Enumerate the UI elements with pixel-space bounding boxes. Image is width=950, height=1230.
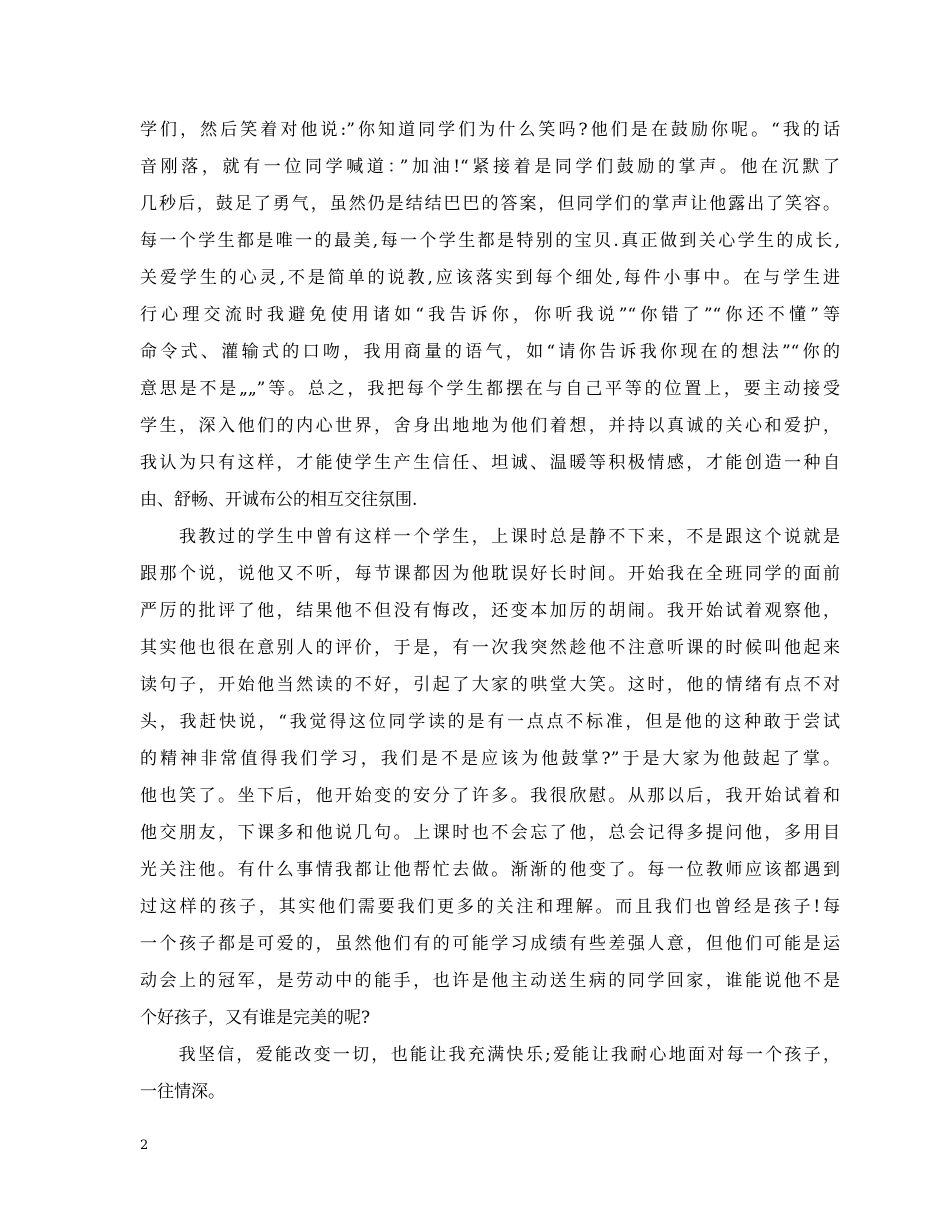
text-line: 跟那个说，说他又不听，每节课都因为他耽误好长时间。开始我在全班同学的面前 <box>140 564 840 584</box>
text-line: 行心理交流时我避免使用诸如“我告诉你，你听我说”“你错了”“你还不懂”等 <box>140 305 840 325</box>
text-line: 几秒后，鼓足了勇气，虽然仍是结结巴巴的答案，但同学们的掌声让他露出了笑容。 <box>140 194 840 214</box>
text-line: 读句子，开始他当然读的不好，引起了大家的哄堂大笑。这时，他的情绪有点不对 <box>140 675 840 695</box>
text-line: 过这样的孩子，其实他们需要我们更多的关注和理解。而且我们也曾经是孩子!每 <box>140 897 840 917</box>
text-line: 我教过的学生中曾有这样一个学生，上课时总是静不下来，不是跟这个说就是 <box>140 527 840 547</box>
text-line: 一往情深。 <box>140 1082 225 1102</box>
text-line: 个好孩子，又有谁是完美的呢? <box>140 1008 371 1028</box>
text-line: 命令式、灌输式的口吻，我用商量的语气，如“请你告诉我你现在的想法”“你的 <box>140 342 840 362</box>
text-line: 他交朋友，下课多和他说几句。上课时也不会忘了他，总会记得多提问他，多用目 <box>140 823 840 843</box>
text-line: 我认为只有这样，才能使学生产生信任、坦诚、温暖等积极情感，才能创造一种自 <box>140 453 840 473</box>
text-line: 由、舒畅、开诚布公的相互交往氛围. <box>140 490 418 510</box>
text-line: 音刚落，就有一位同学喊道：”加油!“紧接着是同学们鼓励的掌声。他在沉默了 <box>140 157 840 177</box>
text-line: 头，我赶快说，“我觉得这位同学读的是有一点点不标准，但是他的这种敢于尝试 <box>140 712 840 732</box>
text-line: 学生，深入他们的内心世界，舍身出地地为他们着想，并持以真诚的关心和爱护， <box>140 416 840 436</box>
text-line: 严厉的批评了他，结果他不但没有悔改，还变本加厉的胡闹。我开始试着观察他， <box>140 601 840 621</box>
text-line: 光关注他。有什么事情我都让他帮忙去做。渐渐的他变了。每一位教师应该都遇到 <box>140 860 840 880</box>
text-line: 意思是不是„„”等。总之，我把每个学生都摆在与自己平等的位置上，要主动接受 <box>140 379 840 399</box>
text-line: 动会上的冠军，是劳动中的能手，也许是他主动送生病的同学回家，谁能说他不是 <box>140 971 840 991</box>
page-number: 2 <box>140 1138 149 1153</box>
text-line: 我坚信，爱能改变一切，也能让我充满快乐;爱能让我耐心地面对每一个孩子， <box>140 1045 840 1065</box>
text-line: 一个孩子都是可爱的，虽然他们有的可能学习成绩有些差强人意，但他们可能是运 <box>140 934 840 954</box>
text-line: 关爱学生的心灵,不是简单的说教,应该落实到每个细处,每件小事中。在与学生进 <box>140 268 840 288</box>
text-line: 学们，然后笑着对他说:”你知道同学们为什么笑吗?他们是在鼓励你呢。“我的话 <box>140 120 840 140</box>
text-line: 其实他也很在意别人的评价，于是，有一次我突然趁他不注意听课的时候叫他起来 <box>140 638 840 658</box>
document-body <box>140 112 840 1111</box>
text-line: 的精神非常值得我们学习，我们是不是应该为他鼓掌?”于是大家为他鼓起了掌。 <box>140 749 840 769</box>
text-line: 他也笑了。坐下后，他开始变的安分了许多。我很欣慰。从那以后，我开始试着和 <box>140 786 840 806</box>
text-line: 每一个学生都是唯一的最美,每一个学生都是特别的宝贝.真正做到关心学生的成长, <box>140 231 840 251</box>
